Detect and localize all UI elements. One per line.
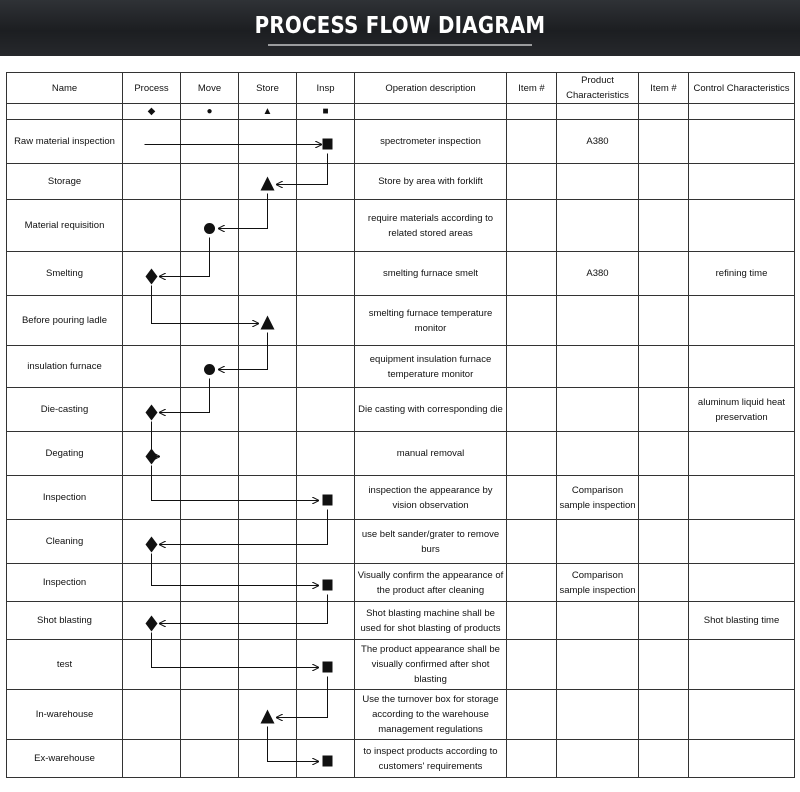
- process-cell: [123, 346, 181, 388]
- process-cell: [123, 564, 181, 602]
- flow-body: [7, 120, 795, 778]
- move-cell: [181, 388, 239, 432]
- process-cell: [123, 200, 181, 252]
- operation-cell: Visually confirm the appearance of the product after cleaning: [355, 564, 507, 602]
- control-characteristics-cell: [689, 120, 795, 164]
- operation-cell: equipment insulation furnace temperature monitor: [355, 346, 507, 388]
- table-row: [7, 740, 795, 778]
- product-characteristics-cell: [557, 388, 639, 432]
- insp-cell: [297, 520, 355, 564]
- operation-cell: Use the turnover box for storage according to the warehouse management regulations: [355, 690, 507, 740]
- header-operation: Operation description: [355, 73, 507, 104]
- move-cell: [181, 346, 239, 388]
- control-characteristics-cell: [689, 476, 795, 520]
- name-cell: Inspection: [7, 564, 123, 602]
- store-cell: [239, 164, 297, 200]
- title-banner: [0, 0, 800, 56]
- name-cell: Before pouring ladle: [7, 296, 123, 346]
- name-cell: Degating: [7, 432, 123, 476]
- insp-cell: [297, 164, 355, 200]
- item-cell: [639, 388, 689, 432]
- table-row: [7, 164, 795, 200]
- store-cell: [239, 476, 297, 520]
- operation-cell: spectrometer inspection: [355, 120, 507, 164]
- store-cell: [239, 432, 297, 476]
- table-row: [7, 432, 795, 476]
- control-characteristics-cell: [689, 432, 795, 476]
- name-cell: Material requisition: [7, 200, 123, 252]
- item-cell: [639, 520, 689, 564]
- table-row: [7, 388, 795, 432]
- item-cell: [507, 120, 557, 164]
- item-cell: [639, 346, 689, 388]
- store-cell: [239, 520, 297, 564]
- insp-cell: [297, 640, 355, 690]
- control-characteristics-cell: [689, 164, 795, 200]
- control-characteristics-cell: [689, 564, 795, 602]
- product-characteristics-cell: Comparison sample inspection: [557, 476, 639, 520]
- item-cell: [639, 690, 689, 740]
- table-row: [7, 296, 795, 346]
- control-characteristics-cell: refining time: [689, 252, 795, 296]
- move-cell: [181, 432, 239, 476]
- store-cell: [239, 296, 297, 346]
- item-cell: [639, 164, 689, 200]
- name-cell: test: [7, 640, 123, 690]
- item-cell: [639, 602, 689, 640]
- item-cell: [507, 640, 557, 690]
- item-cell: [507, 520, 557, 564]
- store-triangle-icon: ▲: [239, 104, 297, 120]
- process-cell: [123, 296, 181, 346]
- product-characteristics-cell: [557, 200, 639, 252]
- control-characteristics-cell: Shot blasting time: [689, 602, 795, 640]
- store-cell: [239, 346, 297, 388]
- store-cell: [239, 602, 297, 640]
- process-diamond-icon: ◆: [123, 104, 181, 120]
- move-circle-icon: ●: [181, 104, 239, 120]
- process-cell: [123, 690, 181, 740]
- control-characteristics-cell: [689, 520, 795, 564]
- insp-cell: [297, 346, 355, 388]
- store-cell: [239, 740, 297, 778]
- item-cell: [639, 252, 689, 296]
- operation-cell: require materials according to related stored areas: [355, 200, 507, 252]
- product-characteristics-cell: [557, 602, 639, 640]
- table-row: [7, 120, 795, 164]
- operation-cell: smelting furnace temperature monitor: [355, 296, 507, 346]
- insp-cell: [297, 602, 355, 640]
- move-cell: [181, 200, 239, 252]
- insp-cell: [297, 476, 355, 520]
- name-cell: In-warehouse: [7, 690, 123, 740]
- operation-cell: to inspect products according to customers' requirements: [355, 740, 507, 778]
- control-characteristics-cell: [689, 740, 795, 778]
- store-cell: [239, 200, 297, 252]
- store-cell: [239, 252, 297, 296]
- name-cell: Raw material inspection: [7, 120, 123, 164]
- process-cell: [123, 252, 181, 296]
- process-cell: [123, 476, 181, 520]
- name-cell: Die-casting: [7, 388, 123, 432]
- product-characteristics-cell: [557, 346, 639, 388]
- table-row: [7, 346, 795, 388]
- product-characteristics-cell: [557, 296, 639, 346]
- name-cell: insulation furnace: [7, 346, 123, 388]
- item-cell: [507, 346, 557, 388]
- move-cell: [181, 640, 239, 690]
- product-characteristics-cell: [557, 690, 639, 740]
- name-cell: Ex-warehouse: [7, 740, 123, 778]
- move-cell: [181, 690, 239, 740]
- header-store: Store: [239, 73, 297, 104]
- process-cell: [123, 602, 181, 640]
- process-cell: [123, 388, 181, 432]
- product-characteristics-cell: A380: [557, 252, 639, 296]
- process-cell: [123, 520, 181, 564]
- control-characteristics-cell: [689, 296, 795, 346]
- header-process: Process: [123, 73, 181, 104]
- control-characteristics-cell: [689, 640, 795, 690]
- operation-cell: The product appearance shall be visually confirmed after shot blasting: [355, 640, 507, 690]
- table-row: [7, 200, 795, 252]
- header-product: Product Characteristics: [557, 73, 639, 104]
- item-cell: [507, 296, 557, 346]
- control-characteristics-cell: [689, 200, 795, 252]
- name-cell: Cleaning: [7, 520, 123, 564]
- header-control: Control Characteristics: [689, 73, 795, 104]
- name-cell: Inspection: [7, 476, 123, 520]
- insp-cell: [297, 740, 355, 778]
- table-row: [7, 520, 795, 564]
- header-move: Move: [181, 73, 239, 104]
- store-cell: [239, 388, 297, 432]
- item-cell: [507, 252, 557, 296]
- move-cell: [181, 740, 239, 778]
- store-cell: [239, 640, 297, 690]
- store-cell: [239, 690, 297, 740]
- table-row: [7, 602, 795, 640]
- name-cell: Storage: [7, 164, 123, 200]
- control-characteristics-cell: aluminum liquid heat preservation: [689, 388, 795, 432]
- header-name: Name: [7, 73, 123, 104]
- move-cell: [181, 296, 239, 346]
- item-cell: [639, 296, 689, 346]
- item-cell: [639, 200, 689, 252]
- product-characteristics-cell: [557, 520, 639, 564]
- symbol-legend-row: [7, 104, 795, 120]
- store-cell: [239, 564, 297, 602]
- header-row: [7, 73, 795, 104]
- legend-empty: [7, 104, 123, 120]
- operation-cell: smelting furnace smelt: [355, 252, 507, 296]
- product-characteristics-cell: [557, 164, 639, 200]
- process-cell: [123, 432, 181, 476]
- operation-cell: Store by area with forklift: [355, 164, 507, 200]
- item-cell: [639, 120, 689, 164]
- item-cell: [639, 432, 689, 476]
- operation-cell: Shot blasting machine shall be used for shot blasting of products: [355, 602, 507, 640]
- process-flow-table: [6, 72, 795, 778]
- move-cell: [181, 564, 239, 602]
- process-cell: [123, 120, 181, 164]
- item-cell: [507, 602, 557, 640]
- table-row: [7, 476, 795, 520]
- header-item-1: Item #: [507, 73, 557, 104]
- item-cell: [507, 388, 557, 432]
- insp-cell: [297, 252, 355, 296]
- product-characteristics-cell: A380: [557, 120, 639, 164]
- item-cell: [507, 200, 557, 252]
- process-cell: [123, 740, 181, 778]
- insp-cell: [297, 296, 355, 346]
- insp-cell: [297, 690, 355, 740]
- operation-cell: use belt sander/grater to remove burs: [355, 520, 507, 564]
- move-cell: [181, 120, 239, 164]
- header-item-2: Item #: [639, 73, 689, 104]
- move-cell: [181, 252, 239, 296]
- item-cell: [507, 564, 557, 602]
- item-cell: [507, 164, 557, 200]
- name-cell: Shot blasting: [7, 602, 123, 640]
- control-characteristics-cell: [689, 346, 795, 388]
- item-cell: [507, 432, 557, 476]
- insp-square-icon: ■: [297, 104, 355, 120]
- process-cell: [123, 164, 181, 200]
- process-cell: [123, 640, 181, 690]
- table-row: [7, 252, 795, 296]
- item-cell: [507, 740, 557, 778]
- header-insp: Insp: [297, 73, 355, 104]
- page-title: PROCESS FLOW DIAGRAM: [254, 13, 546, 39]
- table-row: [7, 640, 795, 690]
- item-cell: [639, 564, 689, 602]
- item-cell: [507, 690, 557, 740]
- item-cell: [507, 476, 557, 520]
- table-row: [7, 690, 795, 740]
- product-characteristics-cell: [557, 640, 639, 690]
- table-row: [7, 564, 795, 602]
- title-underline: [268, 44, 532, 46]
- insp-cell: [297, 564, 355, 602]
- product-characteristics-cell: Comparison sample inspection: [557, 564, 639, 602]
- product-characteristics-cell: [557, 740, 639, 778]
- move-cell: [181, 520, 239, 564]
- operation-cell: inspection the appearance by vision observation: [355, 476, 507, 520]
- move-cell: [181, 476, 239, 520]
- insp-cell: [297, 200, 355, 252]
- operation-cell: Die casting with corresponding die: [355, 388, 507, 432]
- product-characteristics-cell: [557, 432, 639, 476]
- move-cell: [181, 164, 239, 200]
- operation-cell: manual removal: [355, 432, 507, 476]
- name-cell: Smelting: [7, 252, 123, 296]
- insp-cell: [297, 120, 355, 164]
- control-characteristics-cell: [689, 690, 795, 740]
- move-cell: [181, 602, 239, 640]
- item-cell: [639, 740, 689, 778]
- item-cell: [639, 640, 689, 690]
- store-cell: [239, 120, 297, 164]
- item-cell: [639, 476, 689, 520]
- insp-cell: [297, 388, 355, 432]
- insp-cell: [297, 432, 355, 476]
